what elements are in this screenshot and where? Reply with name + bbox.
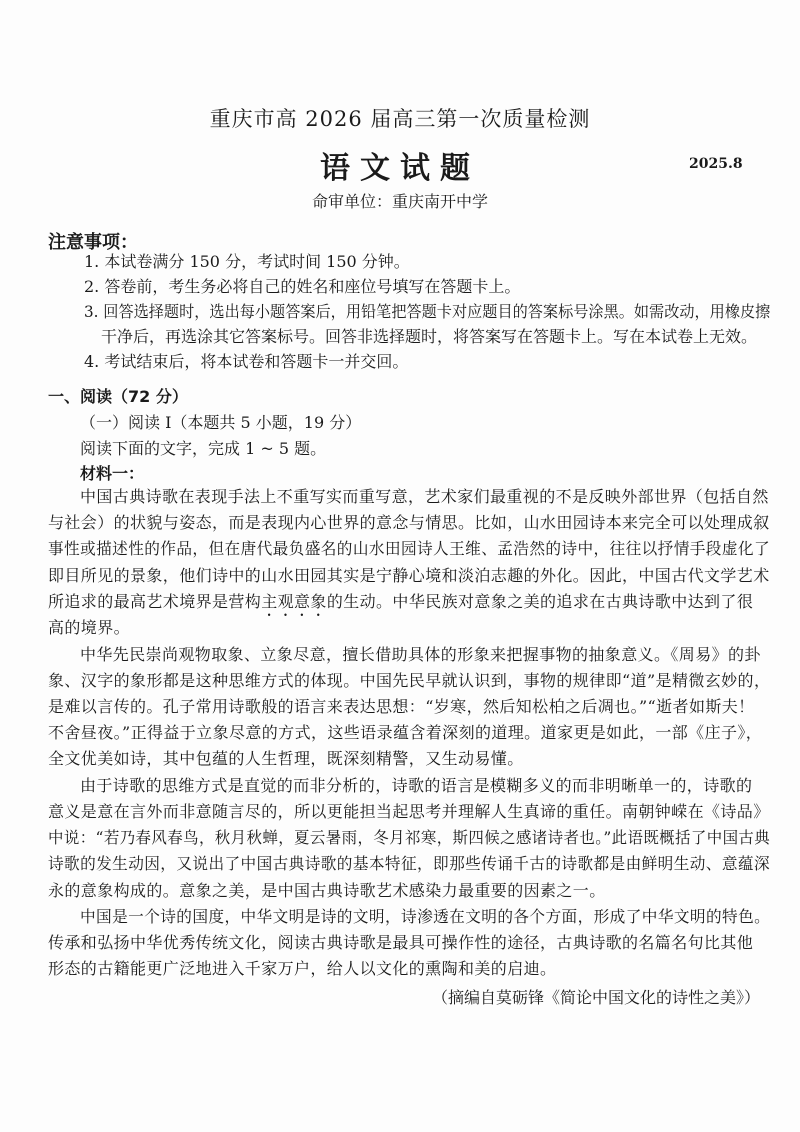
section-heading: 一、阅读（72 分）: [48, 387, 188, 406]
reading-instruction: 阅读下面的文字，完成 1 ~ 5 题。: [80, 439, 327, 458]
notice-item-4: 4. 考试结束后，将本试卷和答题卡一并交回。: [84, 352, 409, 371]
exam-date: 2025.8: [689, 156, 743, 172]
subject-title: 语文试题: [320, 151, 480, 186]
material-label: 材料一：: [80, 464, 145, 483]
passage-line: 高的境界。: [48, 618, 131, 637]
notice-item-1: 1. 本试卷满分 150 分，考试时间 150 分钟。: [84, 252, 410, 271]
emphasized-phrase: 主观意象: [261, 592, 327, 611]
setter-unit: 命审单位：重庆南开中学: [311, 192, 488, 211]
passage-line: 中国是一个诗的国度，中华文明是诗的文明，诗渗透在文明的各个方面，形成了中华文明的特色。: [80, 907, 771, 926]
notice-heading: 注意事项：: [48, 232, 138, 253]
notice-item-3: 3. 回答选择题时，选出每小题答案后，用铅笔把答题卡对应题目的答案标号涂黑。如需改动，用橡皮擦: [84, 302, 771, 321]
exam-title: 重庆市高 2026 届高三第一次质量检测: [209, 107, 591, 131]
passage-line: 与社会）的状貌与姿态，而是表现内心世界的意念与情思。比如，山水田园诗本来完全可以处理成叙: [48, 513, 770, 532]
passage-line: 象、汉字的象形都是这种思维方式的体现。中国先民早就认识到，事物的规律即“道”是精微玄妙的，: [48, 671, 771, 690]
subsection-heading: （一）阅读 Ⅰ（本题共 5 小题，19 分）: [80, 413, 362, 432]
passage-line: 传承和弘扬中华优秀传统文化，阅读古典诗歌是最具可操作性的途径，古典诗歌的名篇名句比其他: [48, 933, 754, 952]
passage-line: 诗歌的发生动因，又说出了中国古典诗歌的基本特征，即那些传诵千古的诗歌都是由鲜明生动、意蕴深: [48, 854, 771, 873]
notice-item-2: 2. 答卷前，考生务必将自己的姓名和座位号填写在答题卡上。: [84, 277, 521, 296]
passage-line: 事性或描述性的作品，但在唐代最负盛名的山水田园诗人王维、孟浩然的诗中，往往以抒情手段虚化了: [48, 539, 771, 558]
passage-line: 中国古典诗歌在表现手法上不重写实而重写意，艺术家们最重视的不是反映外部世界（包括自然: [80, 487, 769, 506]
passage-line: 中华先民崇尚观物取象、立象尽意，擅长借助具体的形象来把握事物的抽象意义。《周易》的卦: [80, 645, 761, 664]
passage-line: 永的意象构成的。意象之美，是中国古典诗歌艺术感染力最重要的因素之一。: [48, 881, 606, 900]
passage-line: 全文优美如诗，其中包蕴的人生哲理，既深刻精警，又生动易懂。: [48, 749, 524, 768]
notice-list: [0, 0, 800, 400]
passage-line: 中说：“若乃春风春鸟，秋月秋蝉，夏云暑雨，冬月祁寒，斯四候之感诸诗者也。”此语既概括了中国古典: [48, 828, 771, 847]
passage-line: 不舍昼夜。”正得益于立象尽意的方式，这些语录蕴含着深刻的道理。道家更是如此，一部《庄子》，: [48, 723, 763, 742]
passage-line: 由于诗歌的思维方式是直觉的而非分析的，诗歌的语言是模糊多义的而非明晰单一的，诗歌的: [80, 776, 753, 795]
passage-line: 意义是意在言外而非意随言尽的，所以更能担当起思考并理解人生真谛的重任。南朝钟嵘在《诗品》: [48, 802, 770, 821]
passage-line-emphasized: 所追求的最高艺术境界是营构主观意象的生动。中华民族对意象之美的追求在古典诗歌中达到了很: [48, 592, 754, 611]
passage-line: 形态的古籍能更广泛地进入千家万户，给人以文化的熏陶和美的启迪。: [48, 959, 557, 978]
passage-line: 是难以言传的。孔子常用诗歌般的语言来表达思想：“岁寒，然后知松柏之后凋也。”“逝者如斯夫！: [48, 697, 755, 716]
passage-source: （摘编自莫砺锋《简论中国文化的诗性之美》）: [431, 988, 760, 1007]
passage-line: 即目所见的景象，他们诗中的山水田园其实是宁静心境和淡泊志趣的外化。因此，中国古代文学艺术: [48, 566, 770, 585]
notice-item-3-continued: 干净后，再选涂其它答案标号。回答非选择题时，将答案写在答题卡上。写在本试卷上无效。: [101, 327, 758, 346]
